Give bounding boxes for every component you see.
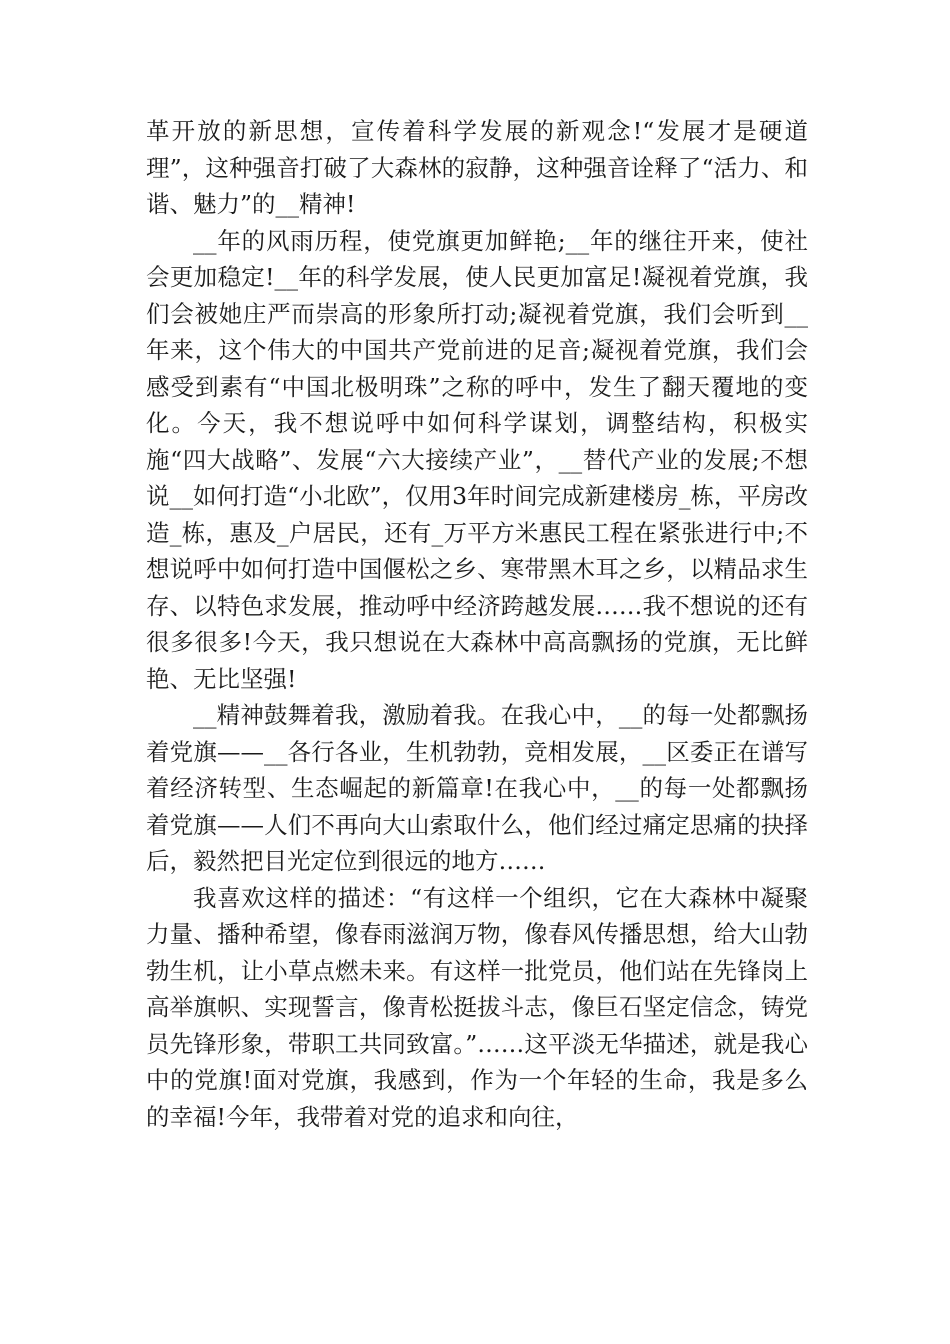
paragraph-party-flag-history: __年的风雨历程，使党旗更加鲜艳;__年的继往开来，使社会更加稳定!__年的科学发展，使人民更加富足!凝视着党旗，我们会被她庄严而崇高的形象所打动;凝视着党旗，我们会听到__年来，这个伟大的中国共产党前进的足音;凝视着党旗，我们会感受到素有“中国北极明珠”之称的呼中，发生了翻天覆地的变化。今天，我不想说呼中如何科学谋划，调整结构，积极实施“四大战略”、发展“六大接续产业”，__替代产业的发展;不想说__如何打造“小北欧”，仅用3年时间完成新建楼房_栋，平房改造_栋，惠及_户居民，还有_万平方米惠民工程在紧张进行中;不想说呼中如何打造中国偃松之乡、寒带黑木耳之乡，以精品求生存、以特色求发展，推动呼中经济跨越发展……我不想说的还有很多很多!今天，我只想说在大森林中高高飘扬的党旗，无比鲜艳、无比坚强! [146,226,808,693]
paragraph-continuation: 革开放的新思想，宣传着科学发展的新观念!“发展才是硬道理”，这种强音打破了大森林的寂静，这种强音诠释了“活力、和谐、魅力”的__精神! [146,117,808,218]
document-body [146,113,808,1135]
paragraph-description-quote: 我喜欢这样的描述：“有这样一个组织，它在大森林中凝聚力量、播种希望，像春雨滋润万物，像春风传播思想，给大山勃勃生机，让小草点燃未来。有这样一批党员，他们站在先锋岗上高举旗帜、实现誓言，像青松挺拔斗志，像巨石坚定信念，铸党员先锋形象，带职工共同致富。”……这平淡无华描述，就是我心中的党旗!面对党旗，我感到，作为一个年轻的生命，我是多么的幸福!今年，我带着对党的追求和向往， [146,883,808,1131]
paragraph-spirit-inspiration: __精神鼓舞着我，激励着我。在我心中，__的每一处都飘扬着党旗——__各行各业，生机勃勃，竞相发展，__区委正在谱写着经济转型、生态崛起的新篇章!在我心中，__的每一处都飘扬着党旗——人们不再向大山索取什么，他们经过痛定思痛的抉择后，毅然把目光定位到很远的地方…… [146,701,808,875]
